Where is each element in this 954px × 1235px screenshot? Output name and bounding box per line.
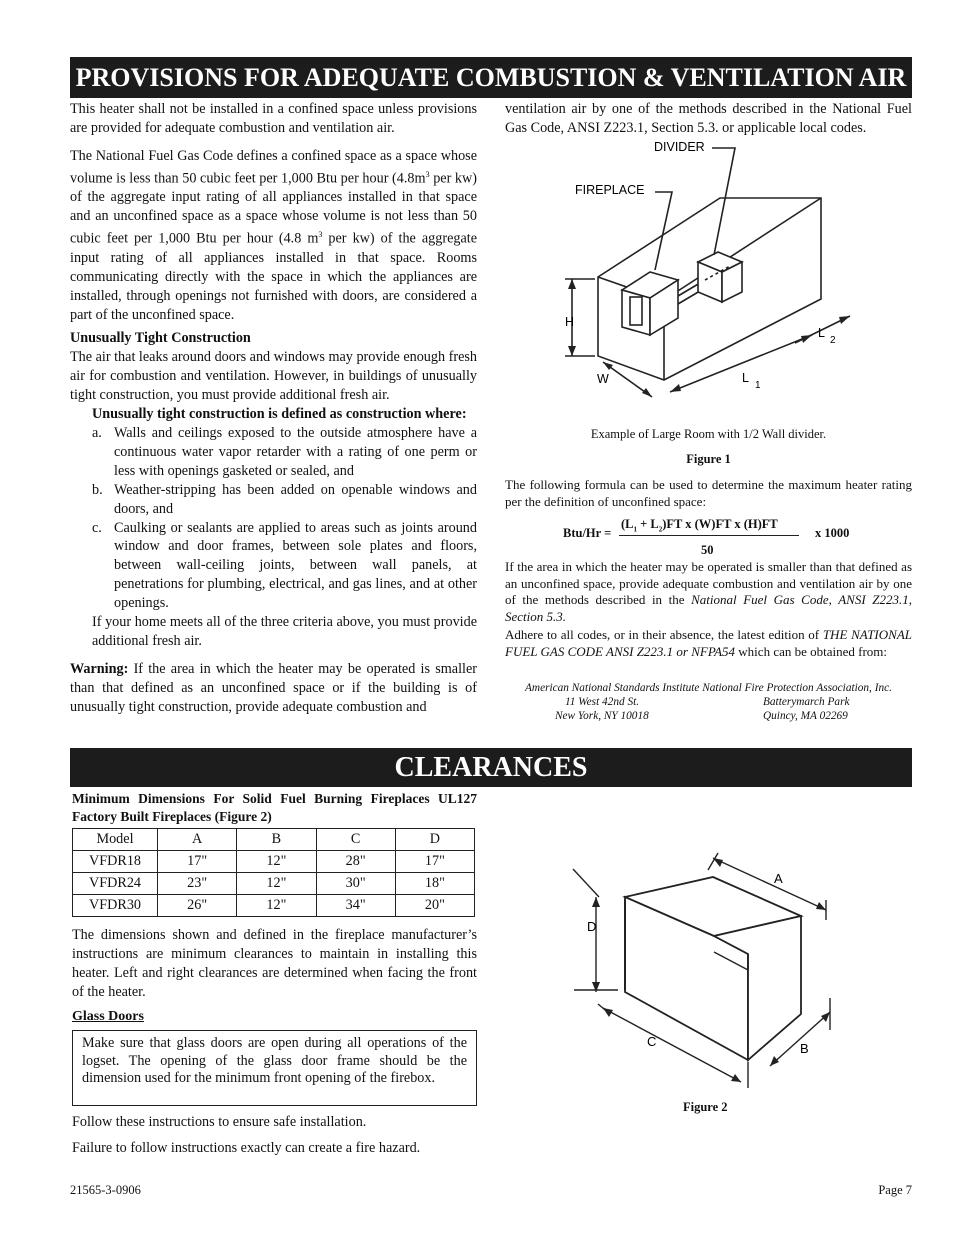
- height-label: H: [565, 315, 575, 329]
- formula-denominator: 50: [701, 543, 714, 557]
- smaller-area-paragraph: If the area in which the heater may be operated is smaller than that defined as an unconfined space, provide adequate combustion and ventilation air by one of the methods described in the National Fuel Gas Code, ANSI Z223.1, Section 5.3.: [505, 559, 912, 624]
- criteria-note: If your home meets all of the three criteria above, you must provide additional fresh air.: [92, 614, 477, 649]
- tight-construction-heading: Unusually Tight Construction: [70, 330, 251, 347]
- confined-space-intro: This heater shall not be installed in a confined space unless provisions are provided for adequate combustion and ventilation air.: [70, 101, 477, 136]
- warning-paragraph: Warning: If the area in which the heater may be operated is smaller than that defined as an unconfined space or if the building is of unusually tight construction, provide adequate combustion and: [70, 660, 477, 715]
- glass-doors-heading: Glass Doors: [72, 1009, 144, 1024]
- glass-doors-note: Make sure that glass doors are open during all operations of the logset. The opening of the glass door frame should be the dimension used for the minimum front opening of the firebox.: [72, 1030, 477, 1106]
- follow-instructions-text: Follow these instructions to ensure safe installation.: [72, 1114, 367, 1130]
- formula-intro: The following formula can be used to determine the maximum heater rating per the definition of unconfined space:: [505, 477, 912, 509]
- table-header-row: Model A B C D: [73, 829, 475, 851]
- length-2-label: L: [818, 326, 825, 340]
- dimension-b-label: B: [800, 1041, 809, 1056]
- length-1-subscript: 1: [755, 380, 761, 391]
- table-row: VFDR24 23" 12" 30" 18": [73, 873, 475, 895]
- nfpa-address: Batterymarch Park Quincy, MA 02269: [763, 696, 850, 723]
- figure-1-caption: Example of Large Room with 1/2 Wall divider.: [590, 427, 827, 441]
- ventilation-continuation: ventilation air by one of the methods described in the National Fuel Gas Code, ANSI Z223.1, Section 5.3. or applicable local codes.: [505, 101, 912, 136]
- criteria-item-c: c. Caulking or sealants are applied to areas such as joints around window and door frames, between sole plates and floors, between wall-ceiling joints, between wall panels, at penetrations for plumbing, electrical, and gas lines, and at other openings.: [92, 519, 477, 612]
- criteria-item-a: a. Walls and ceilings exposed to the outside atmosphere have a continuous water vapor retarder with a rating of one perm or less with openings gasketed or sealed, and: [92, 424, 477, 479]
- table-row: VFDR30 26" 12" 34" 20": [73, 895, 475, 917]
- clearance-dimensions-paragraph: The dimensions shown and defined in the fireplace manufacturer’s instructions are minimum clearances to maintain in installing this heater. Left and right clearances are determined when facing the front of the heater.: [72, 927, 477, 1000]
- standards-organizations: American National Standards Institute National Fire Protection Association, Inc.: [525, 682, 892, 694]
- clearance-table: [72, 828, 475, 917]
- dimension-d-label: D: [587, 919, 597, 934]
- ansi-address: 11 West 42nd St. New York, NY 10018: [555, 696, 649, 723]
- tight-construction-text: The air that leaks around doors and windows may provide enough fresh air for combustion and ventilation. However, in buildings of unusually tight construction, you must provide additional fresh air.: [70, 349, 477, 404]
- confined-space-definition: The National Fuel Gas Code defines a confined space as a space whose volume is less than 50 cubic feet per 1,000 Btu per hour ($4.8m^3$ per kw) of the aggregate input rating of all appliances installed in that space and an unconfined space as a space whose volume is not less than 50 cubic feet per 1,000 Btu per hour (4.8 $m^3$ per kw) of the aggregate input rating of all appliances installed in that space. Rooms communicating directly with the space in which the appliances are installed, through openings not furnished with doors, are considered a part of the unconfined space.: [70, 147, 478, 323]
- left-column-combustion: [70, 100, 477, 717]
- clearance-table-heading: Minimum Dimensions For Solid Fuel Burning Fireplaces UL127 Factory Built Fireplaces (Figure 2): [72, 791, 477, 824]
- dimension-c-label: C: [647, 1034, 657, 1049]
- table-row: VFDR18 17" 12" 28" 17": [73, 851, 475, 873]
- formula-lhs: Btu/Hr =: [563, 526, 612, 540]
- dimension-a-label: A: [774, 871, 783, 886]
- btu-formula: [505, 516, 912, 560]
- adhere-codes-paragraph: Adhere to all codes, or in their absence, the latest edition of THE NATIONAL FUEL GAS CODE ANSI Z223.1 or NFPA54 which can be obtained from:: [505, 627, 912, 659]
- criteria-item-b: b. Weather-stripping has been added on openable windows and doors, and: [92, 481, 477, 517]
- length-1-label: L: [742, 371, 749, 385]
- failure-warning-text: Failure to follow instructions exactly can create a fire hazard.: [72, 1140, 421, 1156]
- document-number: 21565-3-0906: [70, 1183, 141, 1197]
- formula-multiplier: x 1000: [815, 526, 850, 540]
- page-number: Page 7: [878, 1183, 912, 1197]
- figure-2-title: Figure 2: [683, 1100, 728, 1114]
- figure-1-room-diagram: [540, 135, 870, 420]
- section-title-combustion: PROVISIONS FOR ADEQUATE COMBUSTION & VENTILATION AIR: [70, 57, 912, 98]
- section-title-clearances: CLEARANCES: [70, 748, 912, 787]
- figure-1-title: Figure 1: [686, 452, 731, 466]
- figure-2-clearance-diagram: [560, 848, 840, 1098]
- fireplace-label: FIREPLACE: [575, 183, 645, 197]
- divider-label: DIVIDER: [654, 140, 705, 154]
- tight-construction-definition: Unusually tight construction is defined as construction where:: [92, 406, 467, 423]
- formula-numerator: $(L_1 + L_2)FT$ x (W)FT x (H)FT: [621, 517, 778, 534]
- formula-fraction-bar: [619, 535, 799, 536]
- length-2-subscript: 2: [830, 335, 836, 346]
- width-label: W: [597, 372, 609, 386]
